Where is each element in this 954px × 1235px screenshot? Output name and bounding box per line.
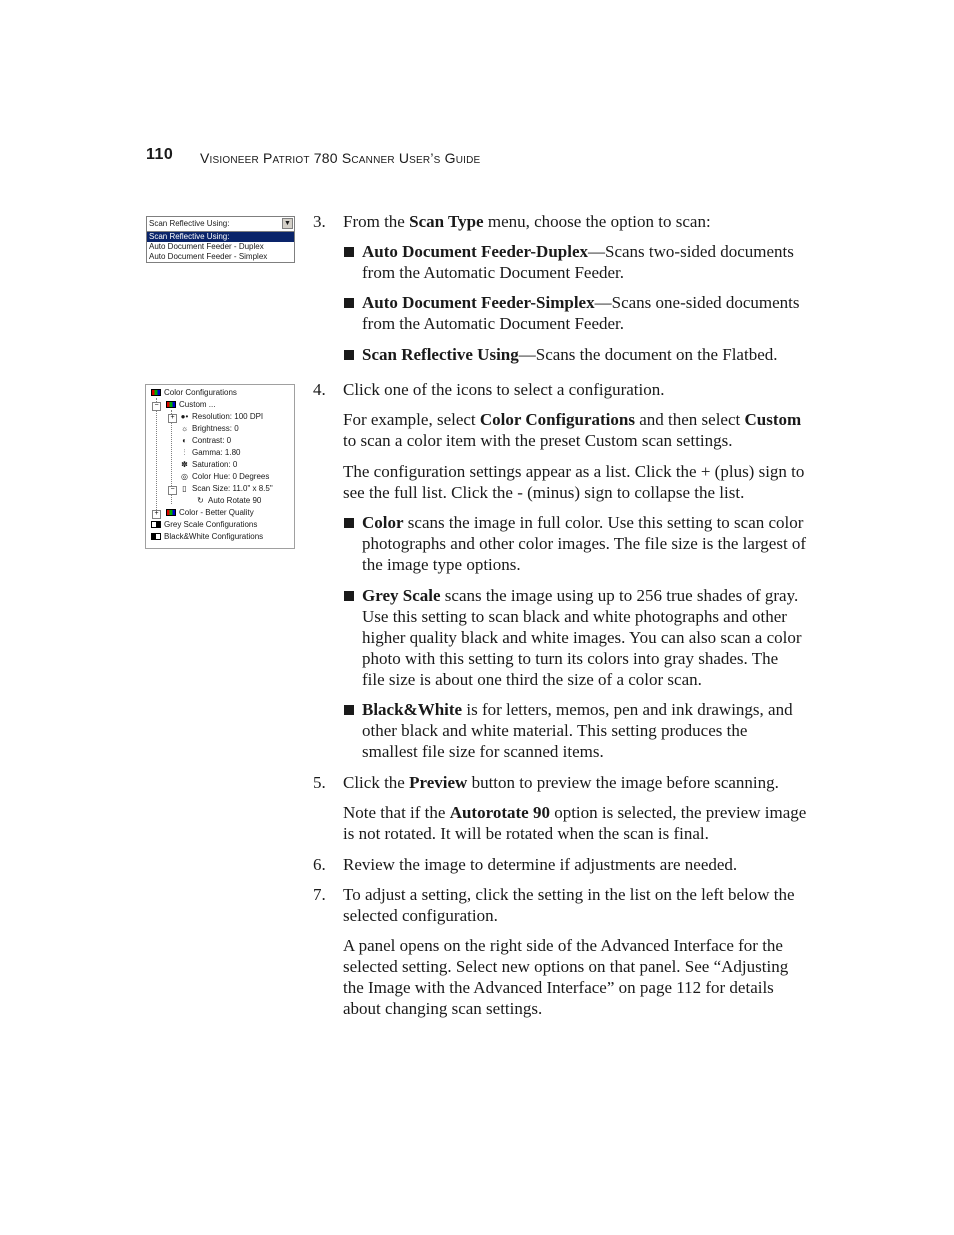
step-number: 5.: [313, 773, 326, 792]
tree-item-color-configurations[interactable]: Color Configurations: [151, 387, 237, 398]
tree-item-resolution[interactable]: ●• Resolution: 100 DPI: [180, 412, 264, 422]
paragraph: is not rotated. It will be rotated when the scan is final.: [343, 824, 709, 843]
bw-config-icon: [151, 533, 161, 540]
bullet-text: photographs and other color images. The file size is the largest of: [362, 534, 807, 553]
saturation-icon: ✽: [181, 460, 188, 470]
paragraph: For example, select Color Configurations and then select Custom: [343, 410, 802, 429]
hue-icon: ◎: [181, 472, 188, 482]
resolution-icon: ●•: [180, 412, 189, 422]
bullet-text: smallest file size for scanned items.: [362, 742, 604, 761]
running-title: Visioneer Patriot 780 Scanner User’s Guide: [200, 150, 481, 166]
paragraph: selected setting. Select new options on that panel. See “Adjusting: [343, 957, 789, 976]
bullet-text: Auto Document Feeder-Duplex—Scans two-sided documents: [362, 242, 794, 261]
page-number: 110: [146, 146, 174, 163]
gamma-icon: ⫶: [183, 448, 186, 458]
dropdown-option[interactable]: Auto Document Feeder - Duplex: [149, 242, 264, 251]
bullet-text: Color scans the image in full color. Use this setting to scan color: [362, 513, 804, 532]
step-text: selected configuration.: [343, 906, 498, 925]
bullet-icon: [344, 298, 354, 308]
tree-item-saturation[interactable]: ✽ Saturation: 0: [181, 460, 238, 470]
bullet-text: from the Automatic Document Feeder.: [362, 263, 625, 282]
bullet-text: the image type options.: [362, 555, 521, 574]
paragraph: The configuration settings appear as a list. Click the + (plus) sign to: [343, 462, 805, 481]
step-text: Click the Preview button to preview the image before scanning.: [343, 773, 779, 792]
step-number: 3.: [313, 212, 326, 231]
contrast-icon: ◐: [182, 436, 187, 446]
expand-icon[interactable]: +: [152, 510, 161, 519]
paragraph: about changing scan settings.: [343, 999, 543, 1018]
bullet-text: file size is about one third the size of a color scan.: [362, 670, 702, 689]
color-config-icon: [166, 401, 176, 408]
expand-icon[interactable]: +: [168, 414, 177, 423]
step-number: 4.: [313, 380, 326, 399]
brightness-icon: ☼: [180, 424, 189, 434]
bullet-text: other black and white material. This setting produces the: [362, 721, 748, 740]
bullet-icon: [344, 518, 354, 528]
bullet-text: photo with this setting to turn its colors into gray shades. The: [362, 649, 779, 668]
tree-item-grey-scale[interactable]: Grey Scale Configurations: [151, 519, 257, 530]
bullet-text: Use this setting to scan black and white photographs and other: [362, 607, 787, 626]
bullet-text: higher quality black and white images. You can also scan a color: [362, 628, 802, 647]
color-config-icon: [151, 389, 161, 396]
step-text: To adjust a setting, click the setting in the list on the left below the: [343, 885, 795, 904]
step-text: Review the image to determine if adjustments are needed.: [343, 855, 738, 874]
paragraph: see the full list. Click the - (minus) sign to collapse the list.: [343, 483, 745, 502]
rotate-icon: ↻: [197, 496, 204, 506]
tree-item-brightness[interactable]: ☼ Brightness: 0: [180, 424, 239, 434]
tree-item-contrast[interactable]: ◐ Contrast: 0: [180, 435, 231, 446]
collapse-icon[interactable]: −: [168, 486, 177, 495]
step-text: Click one of the icons to select a configuration.: [343, 380, 665, 399]
bullet-icon: [344, 247, 354, 257]
color-config-icon: [166, 509, 176, 516]
dropdown-option[interactable]: Auto Document Feeder - Simplex: [149, 252, 268, 261]
collapse-icon[interactable]: −: [152, 402, 161, 411]
bullet-icon: [344, 350, 354, 360]
tree-item-auto-rotate[interactable]: ↻ Auto Rotate 90: [197, 496, 262, 506]
tree-item-custom[interactable]: Custom ...: [166, 399, 215, 410]
grey-config-icon: [151, 521, 161, 528]
tree-item-gamma[interactable]: ⫶ Gamma: 1.80: [180, 447, 240, 458]
paragraph: to scan a color item with the preset Custom scan settings.: [343, 431, 733, 450]
tree-item-color-better-quality[interactable]: Color - Better Quality: [166, 507, 254, 518]
step-number: 6.: [313, 855, 326, 874]
dropdown-current[interactable]: [147, 217, 294, 232]
scan-type-dropdown[interactable]: [146, 216, 295, 263]
paragraph: Note that if the Autorotate 90 option is selected, the preview image: [343, 803, 807, 822]
chevron-down-icon[interactable]: ▼: [282, 218, 293, 229]
bullet-text: Grey Scale scans the image using up to 256 true shades of gray.: [362, 586, 799, 605]
tree-item-scan-size[interactable]: ▯ Scan Size: 11.0" x 8.5": [180, 483, 273, 494]
step-number: 7.: [313, 885, 326, 904]
paragraph: A panel opens on the right side of the Advanced Interface for the: [343, 936, 783, 955]
tree-item-black-white[interactable]: Black&White Configurations: [151, 531, 263, 542]
scan-size-icon: ▯: [182, 484, 187, 494]
dropdown-option[interactable]: Scan Reflective Using:: [147, 232, 294, 242]
step-text: From the Scan Type menu, choose the option to scan:: [343, 212, 711, 231]
configuration-tree: [145, 384, 295, 549]
bullet-icon: [344, 705, 354, 715]
bullet-text: Auto Document Feeder-Simplex—Scans one-sided documents: [362, 293, 800, 312]
dropdown-current-value: Scan Reflective Using:: [149, 219, 230, 228]
bullet-text: Scan Reflective Using—Scans the document on the Flatbed.: [362, 345, 778, 364]
tree-item-color-hue[interactable]: ◎ Color Hue: 0 Degrees: [181, 472, 270, 482]
bullet-text: from the Automatic Document Feeder.: [362, 314, 625, 333]
bullet-icon: [344, 591, 354, 601]
paragraph: the Image with the Advanced Interface” on page 112 for details: [343, 978, 774, 997]
bullet-text: Black&White is for letters, memos, pen and ink drawings, and: [362, 700, 793, 719]
